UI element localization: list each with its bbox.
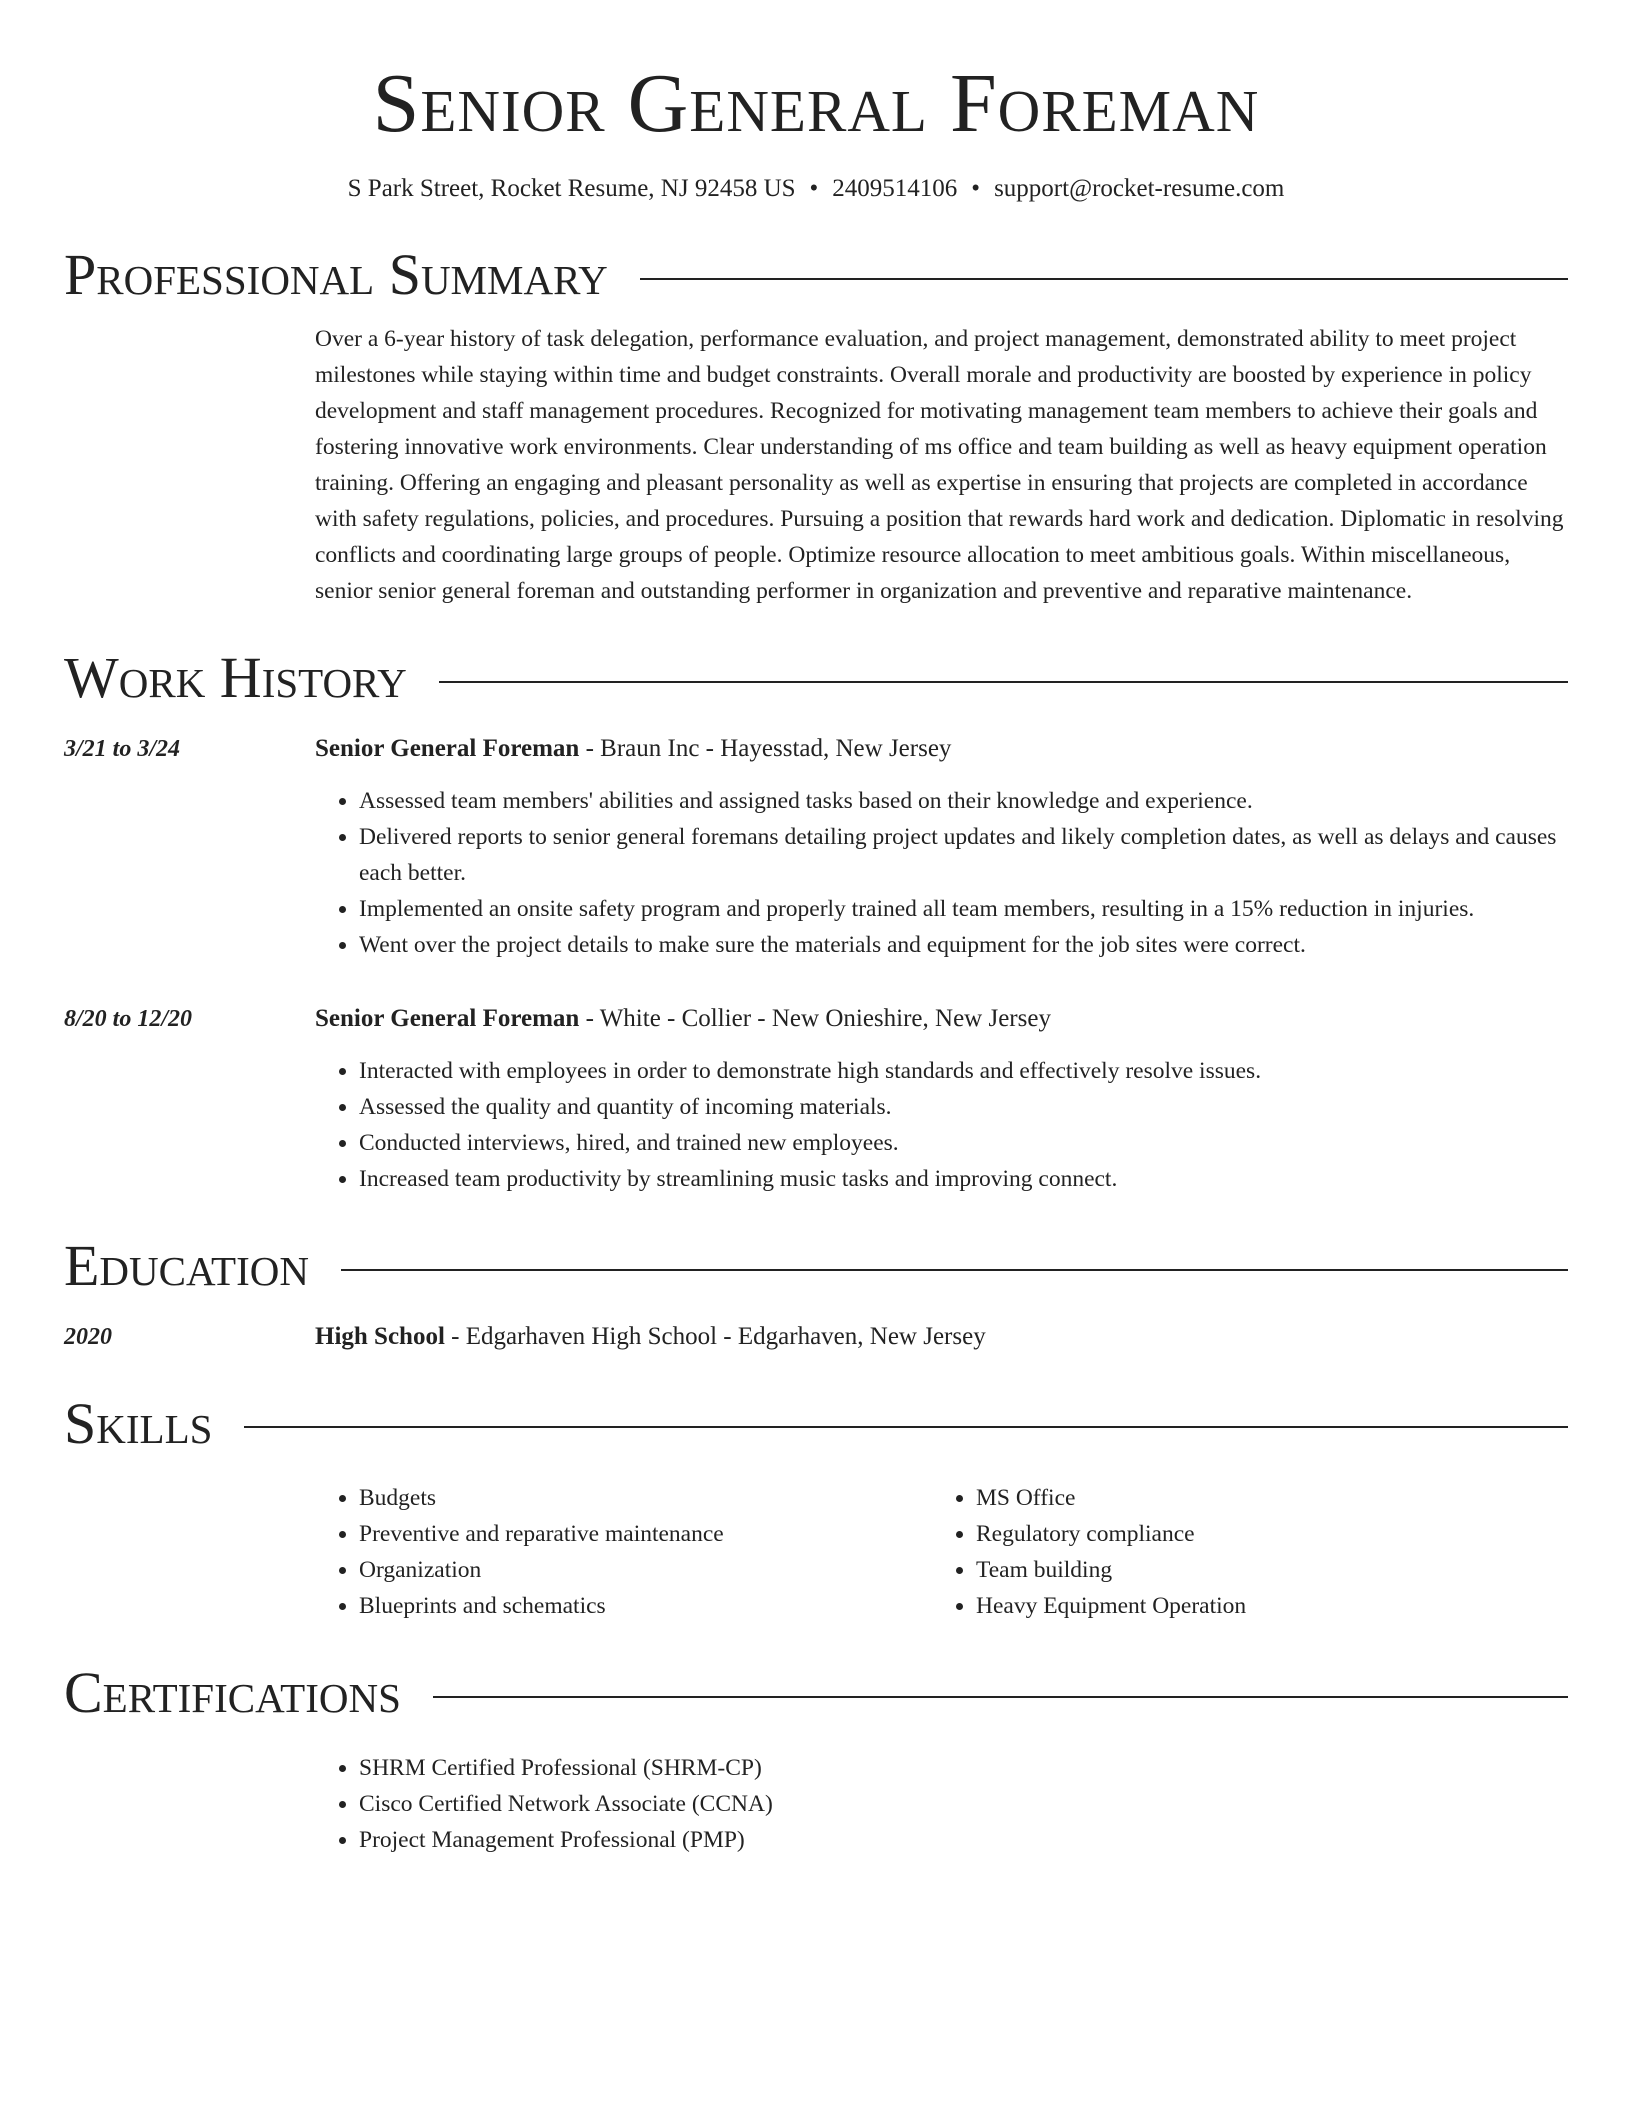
education-degree: High School bbox=[315, 1322, 445, 1350]
job-title: Senior General Foreman bbox=[315, 734, 580, 762]
certifications-heading: Certifications bbox=[64, 1660, 401, 1726]
contact-line bbox=[64, 171, 1568, 206]
section-divider bbox=[439, 681, 1568, 683]
job-bullets bbox=[315, 1053, 1568, 1197]
skill-item: • Blueprints and schematics bbox=[359, 1588, 932, 1624]
summary-heading: Professional Summary bbox=[64, 241, 608, 307]
job-employer: - White - Collier - New Onieshire, New Jersey bbox=[579, 1004, 1051, 1032]
skill-item: • Budgets bbox=[359, 1480, 932, 1516]
skills-heading: Skills bbox=[64, 1390, 213, 1456]
contact-email: support@rocket-resume.com bbox=[994, 174, 1285, 202]
education-line bbox=[315, 1319, 1568, 1355]
job-entry bbox=[64, 731, 1568, 963]
education-heading: Education bbox=[64, 1232, 309, 1298]
summary-text: Over a 6-year history of task delegation, performance evaluation, and project management, demonstrated ability to meet project milestones while staying within time and budget constraints. Overall morale and productivity are boosted by experience in policy development and staff management procedures. Recognized for motivating management team members to achieve their goals and fostering innovative work environments. Clear understanding of ms office and team building as well as heavy equipment operation training. Offering an engaging and pleasant personality as well as expertise in ensuring that projects are completed in accordance with safety regulations, policies, and procedures. Pursuing a position that rewards hard work and dedication. Diplomatic in resolving conflicts and coordinating large groups of people. Optimize resource allocation to meet ambitious goals. Within miscellaneous, senior senior general foreman and outstanding performer in organization and preventive and reparative maintenance. bbox=[315, 326, 1564, 605]
certification-bullets bbox=[315, 1750, 1568, 1858]
skill-item: • Heavy Equipment Operation bbox=[976, 1588, 1549, 1624]
skill-item: • MS Office bbox=[976, 1480, 1549, 1516]
certifications-list bbox=[315, 1750, 1568, 1858]
education-year: 2020 bbox=[64, 1323, 112, 1350]
job-bullet: • Implemented an onsite safety program and properly trained all team members, resulting in a 15% reduction in injuries. bbox=[359, 891, 1568, 927]
skills-column-left bbox=[315, 1480, 932, 1624]
contact-separator: • bbox=[971, 174, 981, 202]
skill-item: • Organization bbox=[359, 1552, 932, 1588]
job-bullet: • Went over the project details to make sure the materials and equipment for the job sites were correct. bbox=[359, 927, 1568, 963]
work-section-header bbox=[64, 643, 1568, 713]
skill-item: • Team building bbox=[976, 1552, 1549, 1588]
work-heading: Work History bbox=[64, 645, 407, 711]
skill-item: • Regulatory compliance bbox=[976, 1516, 1549, 1552]
job-bullet: • Assessed the quality and quantity of incoming materials. bbox=[359, 1089, 1568, 1125]
job-title-line bbox=[315, 731, 1568, 767]
education-school: - Edgarhaven High School - Edgarhaven, New Jersey bbox=[444, 1322, 986, 1350]
certification-item: • Project Management Professional (PMP) bbox=[359, 1822, 1568, 1858]
contact-phone: 2409514106 bbox=[832, 174, 958, 202]
candidate-name: Senior General Foreman bbox=[372, 57, 1260, 150]
skill-item: • Preventive and reparative maintenance bbox=[359, 1516, 932, 1552]
education-section-header bbox=[64, 1231, 1568, 1301]
job-title-line bbox=[315, 1001, 1568, 1037]
job-bullets bbox=[315, 783, 1568, 963]
job-dates: 8/20 to 12/20 bbox=[64, 1005, 193, 1032]
certification-item: • Cisco Certified Network Associate (CCNA) bbox=[359, 1786, 1568, 1822]
skills-column-right bbox=[932, 1480, 1549, 1624]
skills-section-header bbox=[64, 1389, 1568, 1459]
job-bullet: • Assessed team members' abilities and assigned tasks based on their knowledge and experience. bbox=[359, 783, 1568, 819]
section-divider bbox=[433, 1696, 1568, 1698]
job-dates: 3/21 to 3/24 bbox=[64, 735, 181, 762]
job-entry bbox=[64, 1001, 1568, 1197]
job-employer: - Braun Inc - Hayesstad, New Jersey bbox=[579, 734, 952, 762]
summary-section-header bbox=[64, 240, 1568, 310]
education-entry bbox=[64, 1319, 1568, 1355]
job-bullet: • Conducted interviews, hired, and trained new employees. bbox=[359, 1125, 1568, 1161]
contact-separator: • bbox=[809, 174, 819, 202]
job-bullet: • Interacted with employees in order to demonstrate high standards and effectively resolve issues. bbox=[359, 1053, 1568, 1089]
certifications-section-header bbox=[64, 1658, 1568, 1728]
contact-address: S Park Street, Rocket Resume, NJ 92458 US bbox=[347, 174, 796, 202]
certification-item: • SHRM Certified Professional (SHRM-CP) bbox=[359, 1750, 1568, 1786]
section-divider bbox=[341, 1269, 1568, 1271]
job-title: Senior General Foreman bbox=[315, 1004, 580, 1032]
skills-list bbox=[315, 1480, 1568, 1624]
job-bullet: • Delivered reports to senior general foremans detailing project updates and likely completion dates, as well as delays and causes each better. bbox=[359, 819, 1568, 891]
section-divider bbox=[244, 1426, 1568, 1428]
job-bullet: • Increased team productivity by streamlining music tasks and improving connect. bbox=[359, 1161, 1568, 1197]
section-divider bbox=[640, 278, 1568, 280]
